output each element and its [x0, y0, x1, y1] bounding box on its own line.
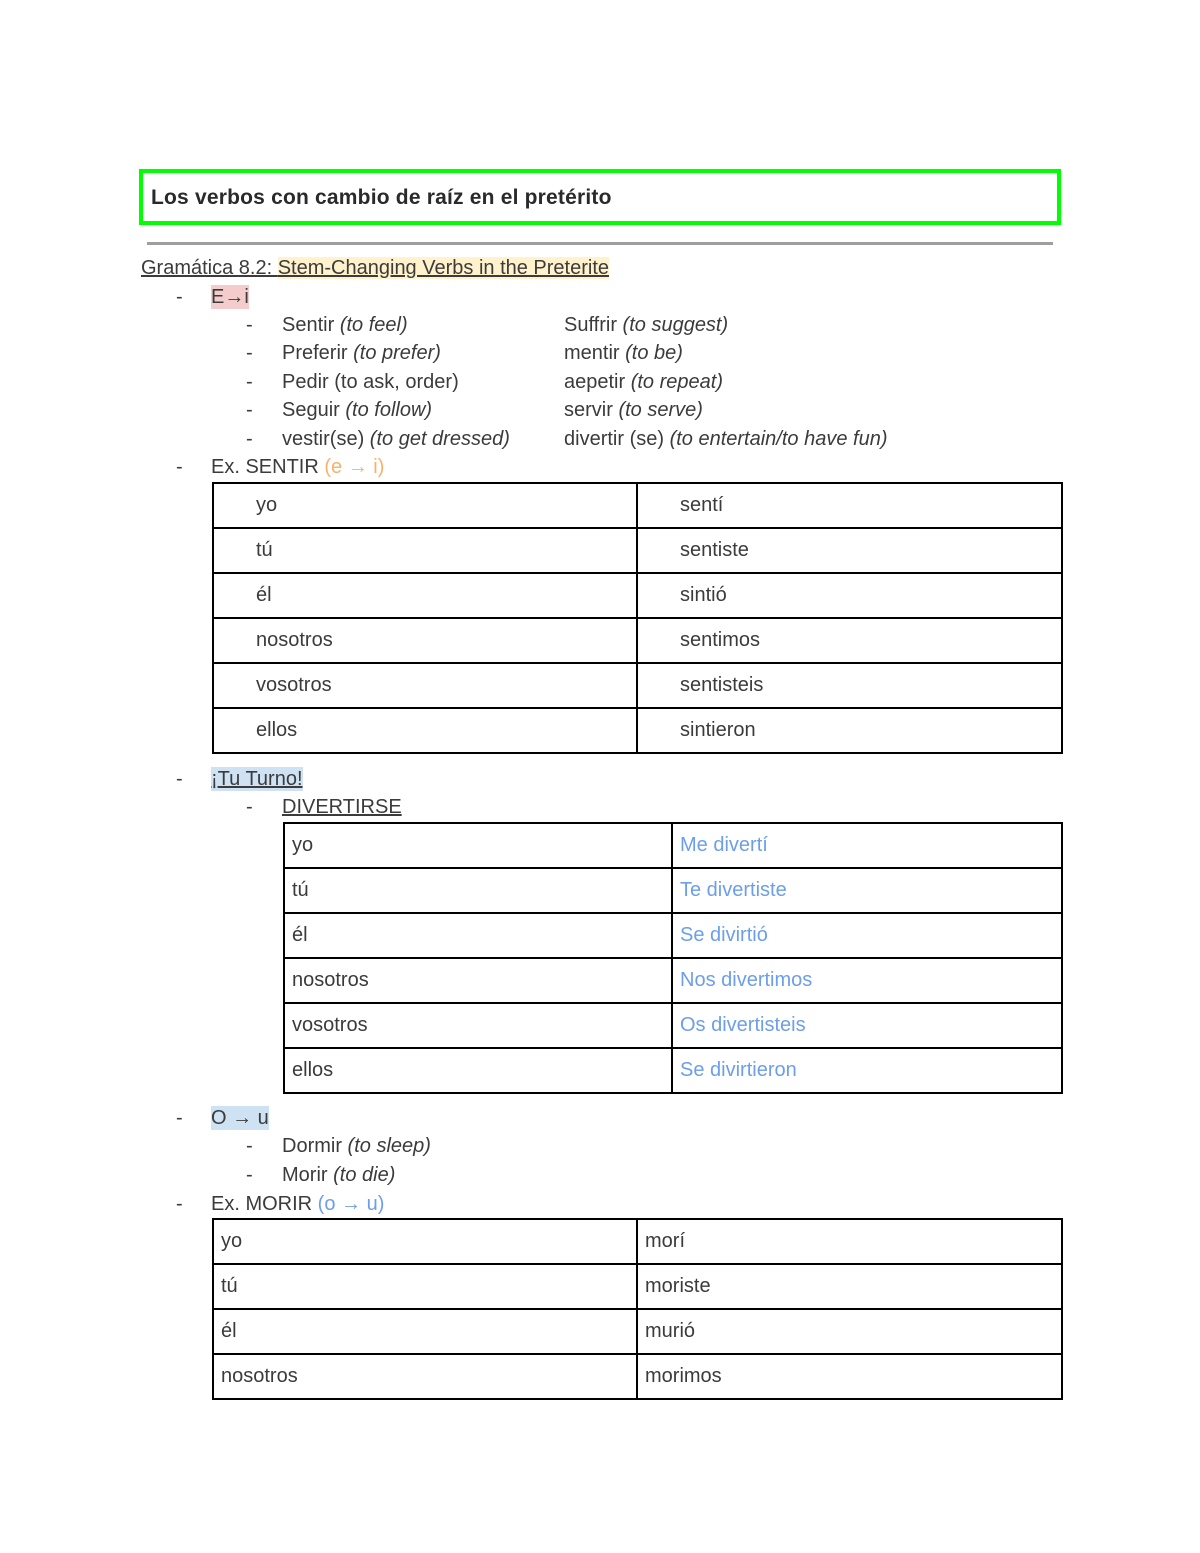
pronoun-cell: tú	[213, 1264, 637, 1309]
bullet-dash: -	[176, 456, 183, 478]
table-row	[213, 1264, 1062, 1309]
verb: Dormir	[282, 1135, 348, 1157]
pronoun-cell: ellos	[213, 708, 637, 753]
table-row	[213, 573, 1062, 618]
pronoun-cell: él	[284, 913, 672, 958]
pronoun-cell: yo	[213, 1219, 637, 1264]
table-row	[213, 1354, 1062, 1399]
morir-table	[212, 1218, 1063, 1400]
bullet-dash: -	[246, 428, 253, 450]
verb: mentir	[564, 342, 626, 364]
table-row	[284, 958, 1062, 1003]
bullet-dash: -	[246, 371, 253, 393]
morir-label	[211, 1192, 384, 1216]
verb-left-3	[282, 398, 432, 422]
sentir-label	[211, 455, 384, 479]
verb-right-3	[564, 398, 703, 422]
gloss: (to suggest)	[622, 314, 729, 336]
gloss: (to follow)	[345, 399, 433, 421]
pronoun-cell: tú	[213, 528, 637, 573]
verb-right-0	[564, 313, 728, 337]
pronoun-cell: vosotros	[284, 1003, 672, 1048]
e-i-heading: E→i	[211, 286, 249, 308]
gloss: (to die)	[333, 1164, 396, 1186]
verb: divertir (se)	[564, 428, 670, 450]
table-row	[213, 708, 1062, 753]
pronoun-cell: yo	[284, 823, 672, 868]
o-u-verb-0	[282, 1134, 431, 1158]
pronoun-cell: ellos	[284, 1048, 672, 1093]
answer-cell: Nos divertimos	[672, 958, 1062, 1003]
grammar-topic: Stem-Changing Verbs in the Preterite	[277, 257, 610, 279]
verb: Seguir	[282, 399, 346, 421]
form-cell: morimos	[637, 1354, 1062, 1399]
grammar-heading	[141, 256, 609, 280]
pronoun-cell: yo	[213, 483, 637, 528]
table-row	[213, 618, 1062, 663]
pronoun-cell: él	[213, 573, 637, 618]
verb: vestir(se)	[282, 428, 370, 450]
o-u-verb-1	[282, 1163, 395, 1187]
answer-cell: Os divertisteis	[672, 1003, 1062, 1048]
verb-right-2	[564, 370, 723, 394]
answer-cell: Te divertiste	[672, 868, 1062, 913]
table-row	[213, 1219, 1062, 1264]
pronoun-cell: vosotros	[213, 663, 637, 708]
title-box	[139, 169, 1061, 225]
divertirse-table	[283, 822, 1063, 1094]
verb: Suffrir	[564, 314, 623, 336]
verb-left-2	[282, 370, 459, 394]
table-row	[213, 528, 1062, 573]
bullet-dash: -	[176, 286, 183, 308]
gloss: (to repeat)	[630, 371, 723, 393]
stem-change: (e → i)	[324, 456, 385, 478]
bullet-dash: -	[246, 342, 253, 364]
verb-left-0	[282, 313, 408, 337]
verb-right-1	[564, 341, 683, 365]
form-cell: moriste	[637, 1264, 1062, 1309]
tu-turno-heading: ¡Tu Turno!	[211, 768, 303, 790]
bullet-dash: -	[246, 796, 253, 818]
verb: Sentir	[282, 314, 340, 336]
form-cell: sentisteis	[637, 663, 1062, 708]
answer-cell: Me divertí	[672, 823, 1062, 868]
gloss: (to ask, order)	[334, 371, 459, 393]
gloss: (to serve)	[618, 399, 703, 421]
form-cell: sentiste	[637, 528, 1062, 573]
form-cell: murió	[637, 1309, 1062, 1354]
gloss: (to get dressed)	[369, 428, 510, 450]
answer-cell: Se divirtió	[672, 913, 1062, 958]
bullet-dash: -	[176, 1107, 183, 1129]
table-row	[284, 1048, 1062, 1093]
bullet-dash: -	[246, 1164, 253, 1186]
form-cell: sintieron	[637, 708, 1062, 753]
form-cell: sentí	[637, 483, 1062, 528]
form-cell: sintió	[637, 573, 1062, 618]
gloss: (to be)	[625, 342, 683, 364]
table-row	[284, 1003, 1062, 1048]
bullet-dash: -	[176, 768, 183, 790]
gloss: (to sleep)	[347, 1135, 431, 1157]
form-cell: sentimos	[637, 618, 1062, 663]
divider	[147, 242, 1053, 245]
pronoun-cell: nosotros	[213, 1354, 637, 1399]
verb: servir	[564, 399, 619, 421]
table-row	[213, 483, 1062, 528]
bullet-dash: -	[176, 1193, 183, 1215]
grammar-prefix: Gramática 8.2:	[141, 257, 278, 279]
table-row	[213, 1309, 1062, 1354]
bullet-dash: -	[246, 314, 253, 336]
tu-turno-verb: DIVERTIRSE	[282, 796, 402, 818]
table-row	[284, 868, 1062, 913]
table-row	[213, 663, 1062, 708]
answer-cell: Se divirtieron	[672, 1048, 1062, 1093]
o-u-heading: O → u	[211, 1107, 269, 1129]
verb: Morir	[282, 1164, 334, 1186]
verb: Preferir	[282, 342, 354, 364]
bullet-dash: -	[246, 1135, 253, 1157]
table-row	[284, 913, 1062, 958]
form-cell: morí	[637, 1219, 1062, 1264]
page-title: Los verbos con cambio de raíz en el pretérito	[151, 186, 612, 209]
verb-left-1	[282, 341, 441, 365]
pronoun-cell: él	[213, 1309, 637, 1354]
verb-left-4	[282, 427, 510, 451]
pronoun-cell: tú	[284, 868, 672, 913]
table-row	[284, 823, 1062, 868]
example-label: Ex. MORIR	[211, 1193, 318, 1215]
pronoun-cell: nosotros	[284, 958, 672, 1003]
gloss: (to prefer)	[353, 342, 441, 364]
example-label: Ex. SENTIR	[211, 456, 325, 478]
gloss: (to entertain/to have fun)	[669, 428, 888, 450]
verb-right-4	[564, 427, 888, 451]
verb: aepetir	[564, 371, 631, 393]
sentir-table	[212, 482, 1063, 754]
stem-change: (o → u)	[317, 1193, 385, 1215]
verb: Pedir	[282, 371, 335, 393]
pronoun-cell: nosotros	[213, 618, 637, 663]
bullet-dash: -	[246, 399, 253, 421]
gloss: (to feel)	[339, 314, 408, 336]
